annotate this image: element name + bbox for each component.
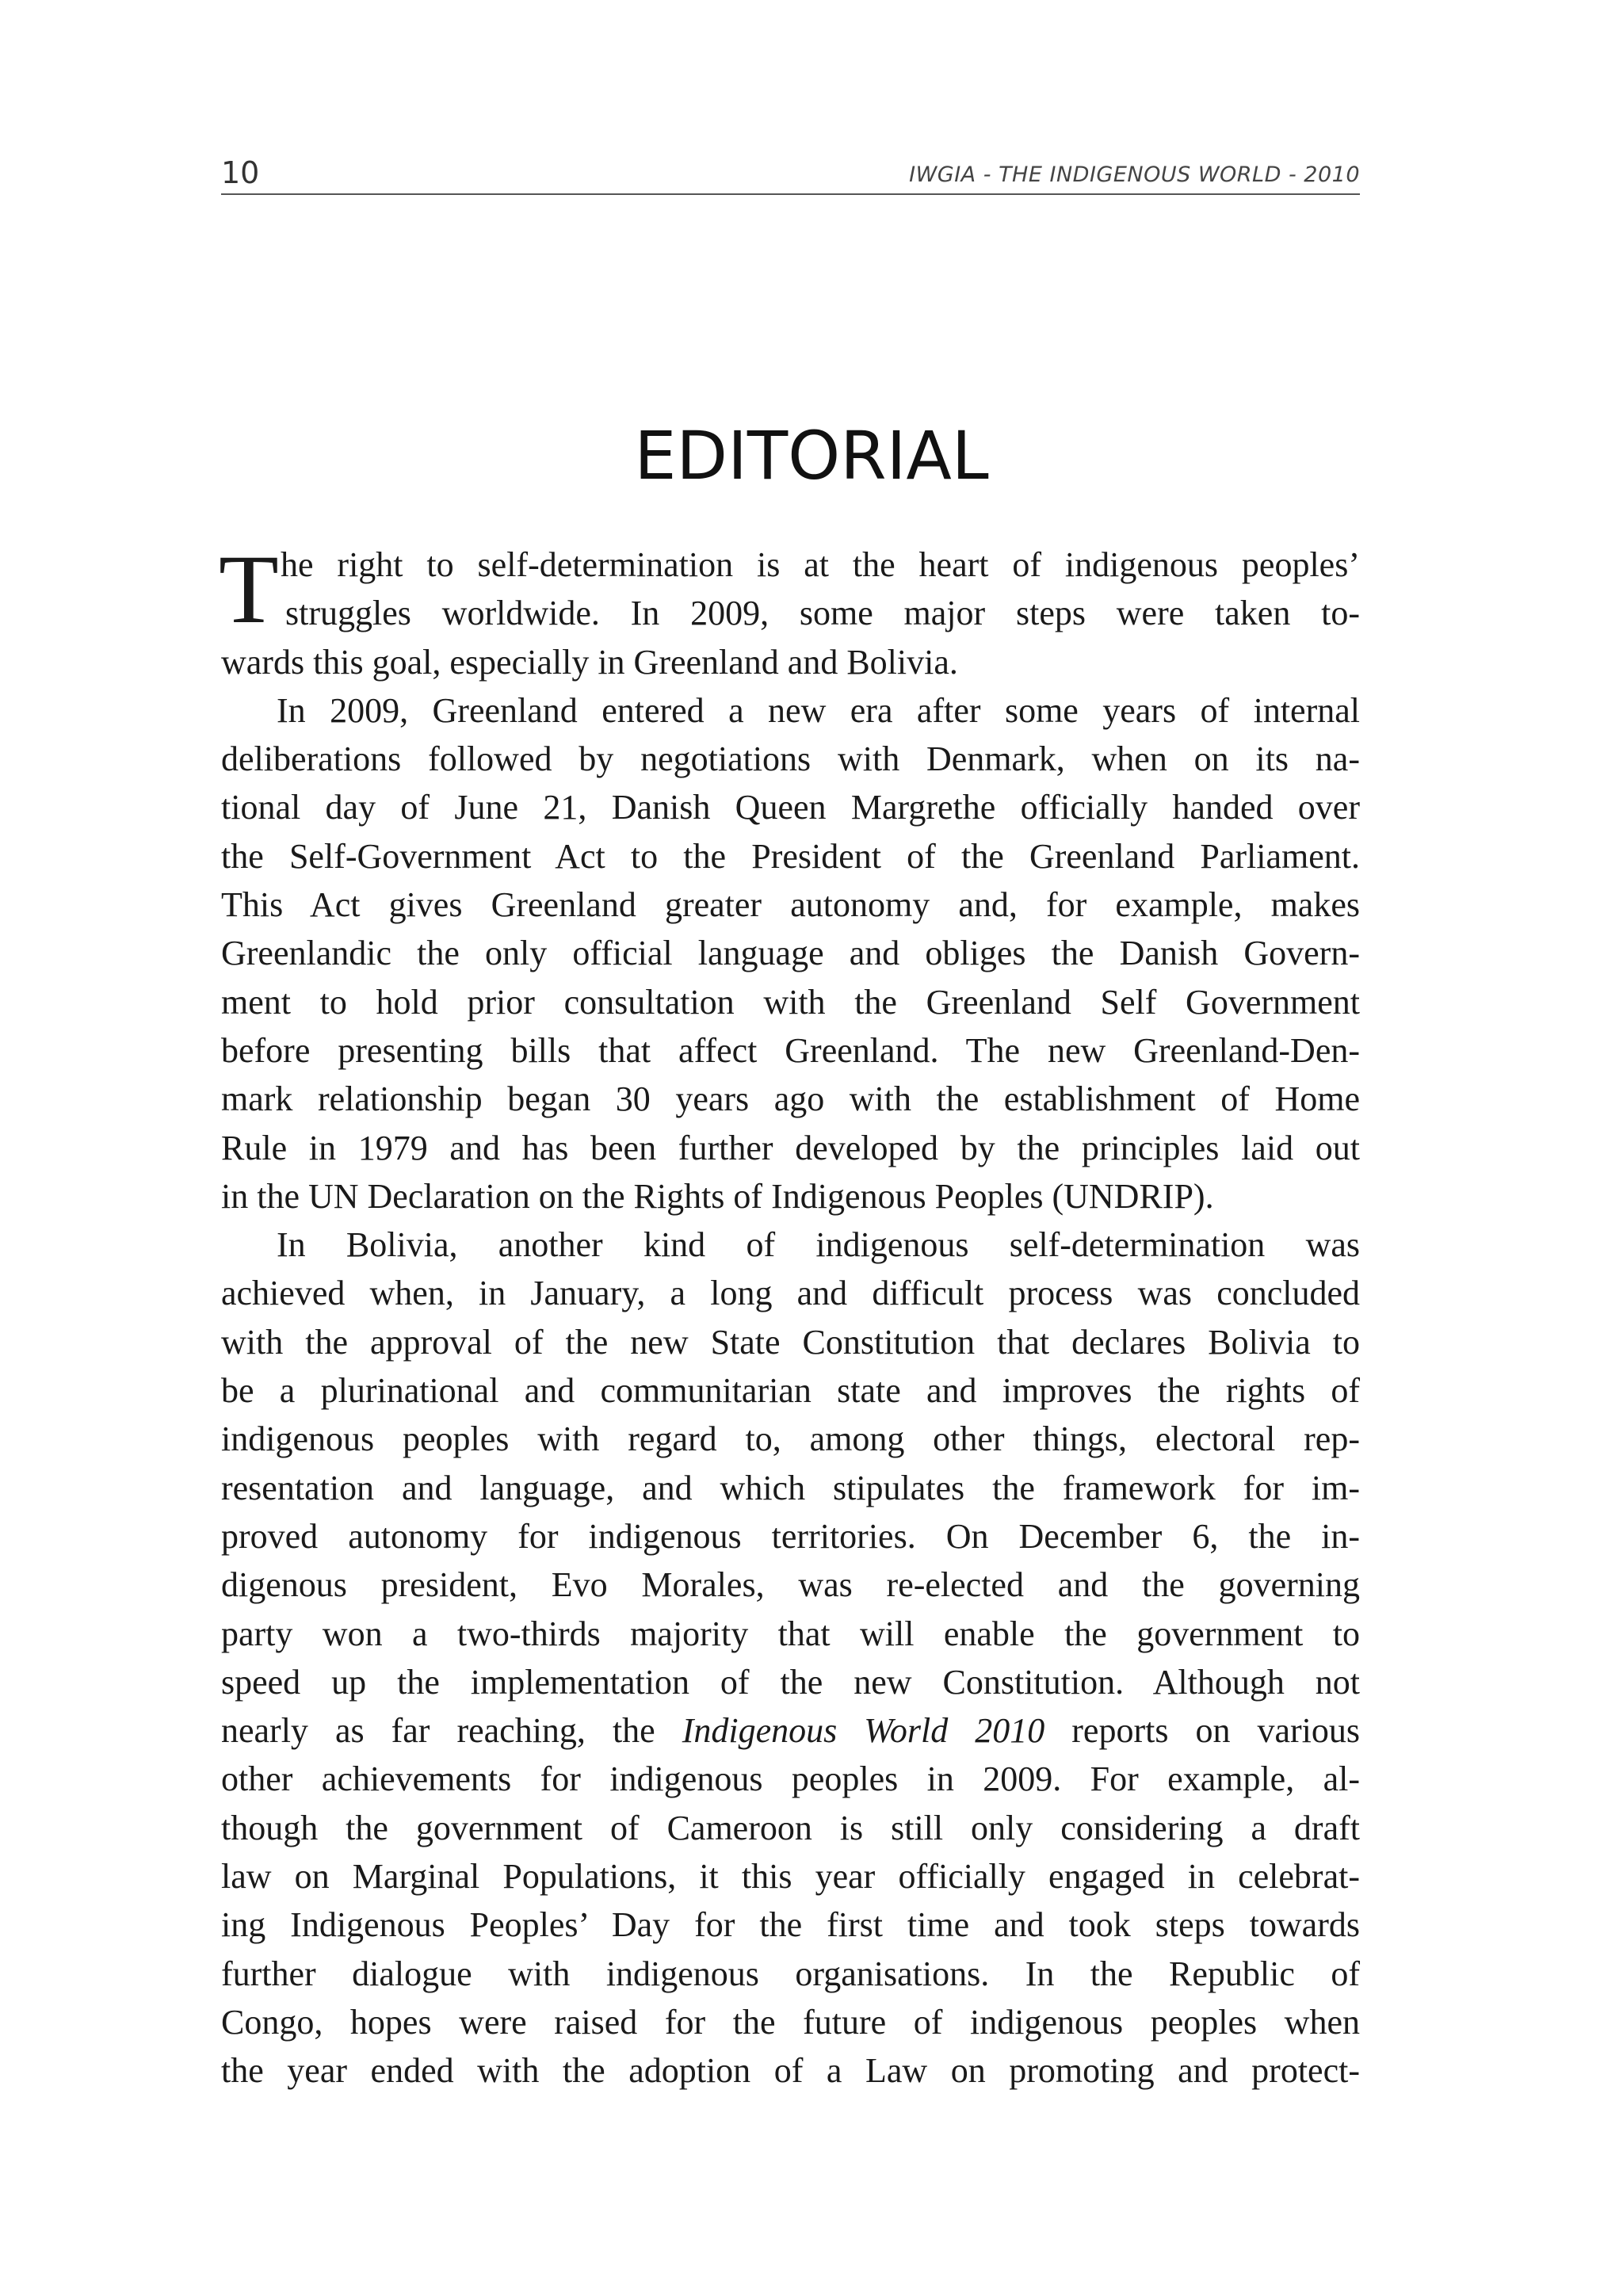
page-number: 10 xyxy=(221,155,260,190)
paragraph-1 xyxy=(219,535,1360,686)
text-line: the Self-Government Act to the President of the Greenland Parliament. xyxy=(221,836,1360,876)
publication-title: Indigenous World 2010 xyxy=(682,1711,1045,1751)
text-line: the year ended with the adoption of a Law on promoting and protect- xyxy=(221,2051,1360,2091)
text-line: further dialogue with indigenous organisations. In the Republic of xyxy=(221,1954,1360,1993)
text-line: ing Indigenous Peoples’ Day for the first time and took steps towards xyxy=(221,1905,1360,1945)
text-line: with the approval of the new State Constitution that declares Bolivia to xyxy=(221,1322,1360,1362)
text-line: law on Marginal Populations, it this year officially engaged in celebrat- xyxy=(221,1857,1360,1897)
text-line: other achievements for indigenous peoples in 2009. For example, al- xyxy=(221,1759,1360,1799)
text-line: Greenlandic the only official language and obliges the Danish Govern- xyxy=(221,934,1360,973)
text-line: Rule in 1979 and has been further developed by the principles laid out xyxy=(221,1128,1360,1167)
text-line: he right to self-determination is at the heart of indigenous peoples’ xyxy=(281,545,1360,584)
text-line: though the government of Cameroon is still only considering a draft xyxy=(221,1808,1360,1847)
text-line: speed up the implementation of the new Constitution. Although not xyxy=(221,1662,1360,1702)
drop-cap: T xyxy=(219,535,279,644)
text-line: mark relationship began 30 years ago with the establishment of Home xyxy=(221,1079,1360,1119)
page-title: EDITORIAL xyxy=(634,417,989,495)
text-line: In Bolivia, another kind of indigenous self-determination was xyxy=(277,1225,1360,1265)
text-line: indigenous peoples with regard to, among other things, electoral rep- xyxy=(221,1419,1360,1459)
text-line: in the UN Declaration on the Rights of Indigenous Peoples (UNDRIP). xyxy=(221,1176,1214,1216)
text-line: proved autonomy for indigenous territories. On December 6, the in- xyxy=(221,1516,1360,1556)
text-line: struggles worldwide. In 2009, some major steps were taken to- xyxy=(285,594,1360,633)
text-run: reports on various xyxy=(1044,1711,1361,1751)
text-line: be a plurinational and communitarian state and improves the rights of xyxy=(221,1371,1360,1411)
text-line: achieved when, in January, a long and difficult process was concluded xyxy=(221,1274,1360,1313)
text-line: tional day of June 21, Danish Queen Margrethe officially handed over xyxy=(221,788,1360,827)
text-line: This Act gives Greenland greater autonomy and, for example, makes xyxy=(221,885,1360,925)
text-line: digenous president, Evo Morales, was re-elected and the governing xyxy=(221,1565,1360,1605)
text-line: party won a two-thirds majority that will enable the government to xyxy=(221,1614,1360,1653)
paragraph-2 xyxy=(221,686,1360,1221)
text-line-with-italic xyxy=(221,1706,1360,1755)
text-line: In 2009, Greenland entered a new era after some years of internal xyxy=(277,690,1360,730)
text-line: ment to hold prior consultation with the Greenland Self Government xyxy=(221,982,1360,1022)
running-title: IWGIA - THE INDIGENOUS WORLD - 2010 xyxy=(909,162,1360,187)
article-body xyxy=(219,535,1361,2095)
text-line: before presenting bills that affect Greenland. The new Greenland-Den- xyxy=(221,1030,1360,1070)
text-line: Congo, hopes were raised for the future of indigenous peoples when xyxy=(221,2002,1360,2042)
text-line: wards this goal, especially in Greenland and Bolivia. xyxy=(221,642,958,682)
text-line: resentation and language, and which stipulates the framework for im- xyxy=(221,1468,1360,1507)
paragraph-3 xyxy=(221,1221,1360,2095)
page-header xyxy=(221,155,1360,195)
text-line: deliberations followed by negotiations with Denmark, when on its na- xyxy=(221,739,1360,779)
text-run: nearly as far reaching, the xyxy=(221,1711,682,1751)
